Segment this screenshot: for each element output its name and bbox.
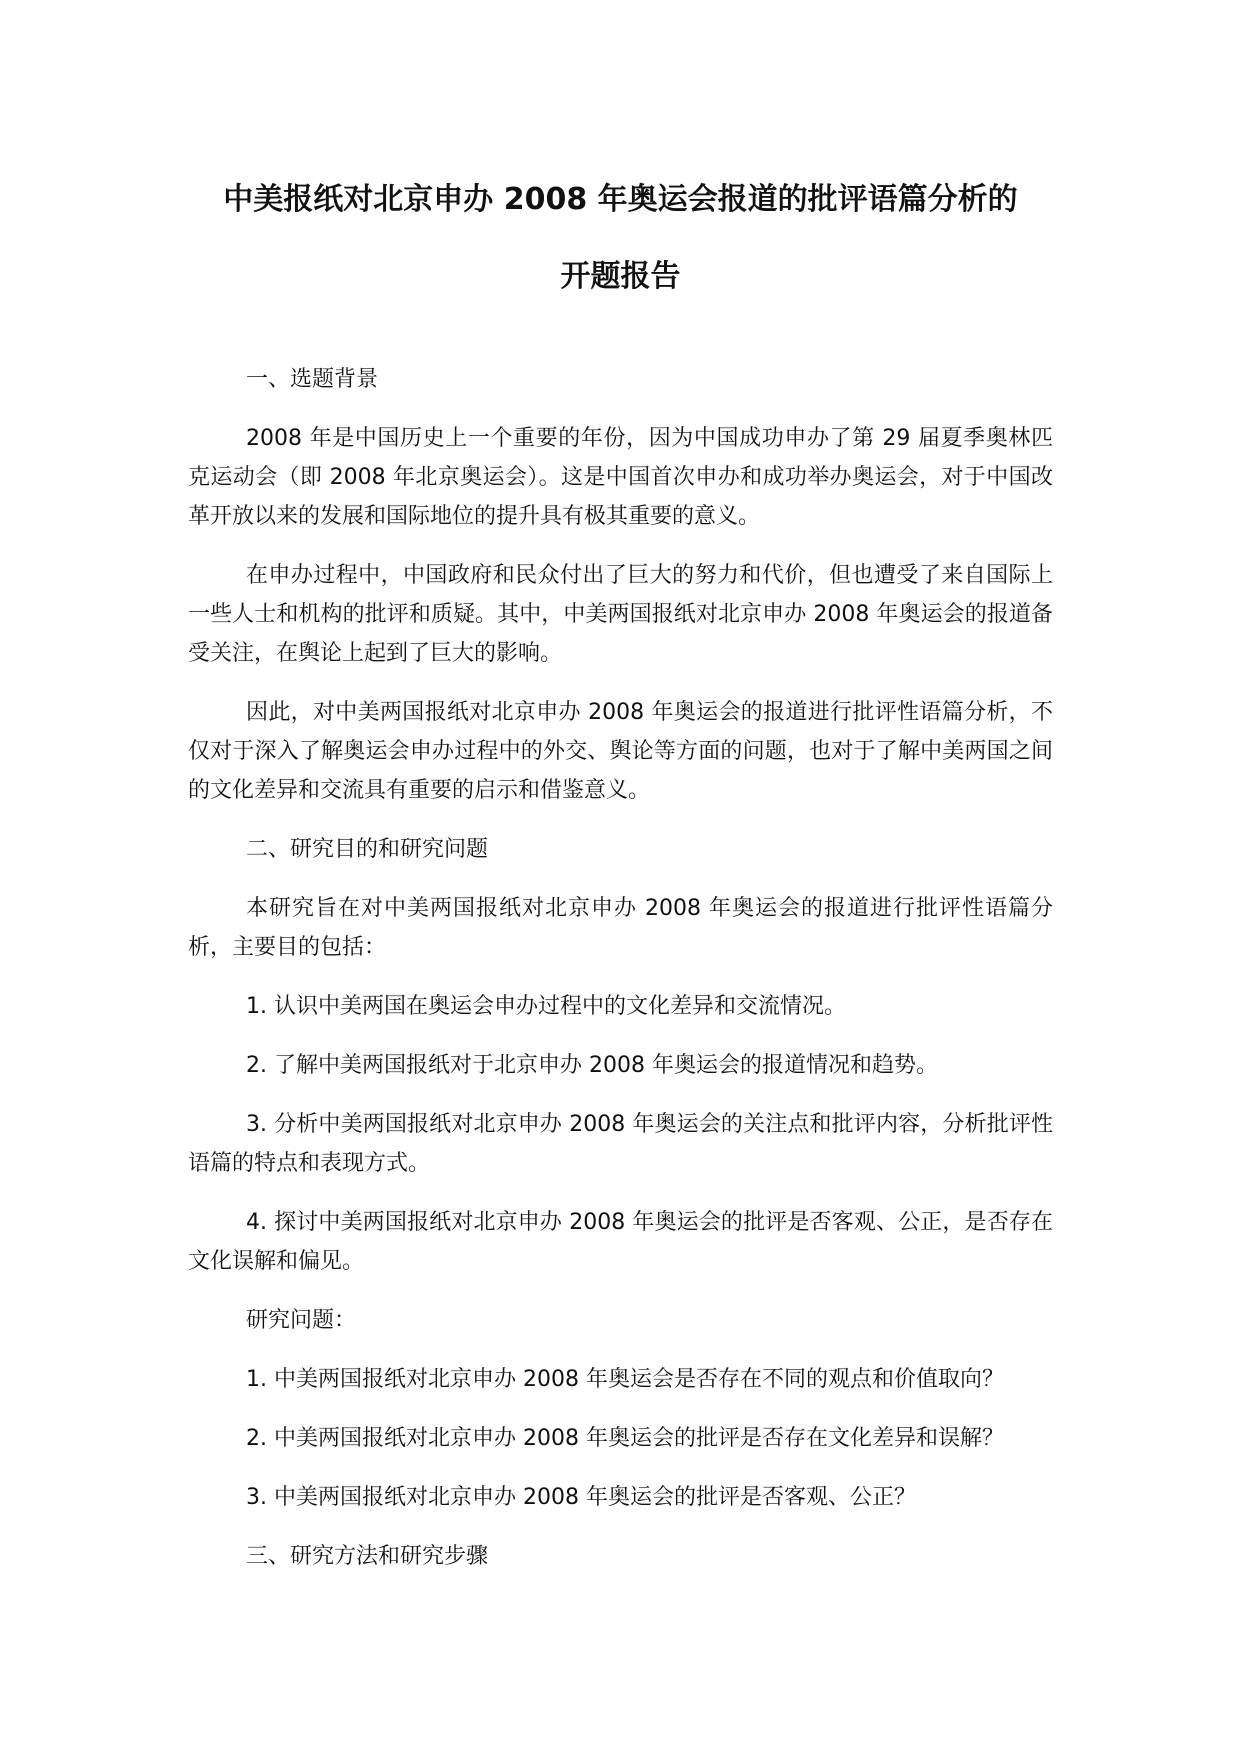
document-title-line-2: 开题报告 [560, 259, 681, 294]
goal-item: 3. 分析中美两国报纸对北京申办 2008 年奥运会的关注点和批评内容，分析批评性语篇的特点和表现方式。 [188, 1112, 1053, 1176]
section-heading-objectives: 二、研究目的和研究问题 [246, 837, 489, 862]
paragraph: 因此，对中美两国报纸对北京申办 2008 年奥运会的报道进行批评性语篇分析，不仅对于深入了解奥运会申办过程中的外交、舆论等方面的问题，也对于了解中美两国之间的文化差异和交流具有重要的启示和借鉴意义。 [188, 700, 1053, 803]
questions-heading: 研究问题： [246, 1308, 357, 1333]
question-item: 1. 中美两国报纸对北京申办 2008 年奥运会是否存在不同的观点和价值取向？ [246, 1367, 1004, 1392]
goal-item: 2. 了解中美两国报纸对于北京申办 2008 年奥运会的报道情况和趋势。 [246, 1053, 938, 1078]
paragraph: 在申办过程中，中国政府和民众付出了巨大的努力和代价，但也遭受了来自国际上一些人士和机构的批评和质疑。其中，中美两国报纸对北京申办 2008 年奥运会的报道备受关注，在舆论上起到了巨大的影响。 [188, 563, 1053, 666]
paragraph: 2008 年是中国历史上一个重要的年份，因为中国成功申办了第 29 届夏季奥林匹克运动会（即 2008 年北京奥运会）。这是中国首次申办和成功举办奥运会，对于中国改革开放以来的发展和国际地位的提升具有极其重要的意义。 [188, 426, 1053, 529]
section-heading-background: 一、选题背景 [246, 367, 379, 392]
question-item: 2. 中美两国报纸对北京申办 2008 年奥运会的批评是否存在文化差异和误解？ [246, 1426, 1004, 1451]
section-heading-methods: 三、研究方法和研究步骤 [246, 1544, 489, 1569]
document-title-line-1: 中美报纸对北京申办 2008 年奥运会报道的批评语篇分析的 [223, 182, 1018, 217]
question-item: 3. 中美两国报纸对北京申办 2008 年奥运会的批评是否客观、公正？ [246, 1485, 916, 1510]
goal-item: 4. 探讨中美两国报纸对北京申办 2008 年奥运会的批评是否客观、公正，是否存在文化误解和偏见。 [188, 1210, 1053, 1274]
goal-item: 1. 认识中美两国在奥运会申办过程中的文化差异和交流情况。 [246, 994, 846, 1019]
paragraph: 本研究旨在对中美两国报纸对北京申办 2008 年奥运会的报道进行批评性语篇分析，主要目的包括： [188, 896, 1053, 960]
document-body [188, 360, 1053, 1596]
